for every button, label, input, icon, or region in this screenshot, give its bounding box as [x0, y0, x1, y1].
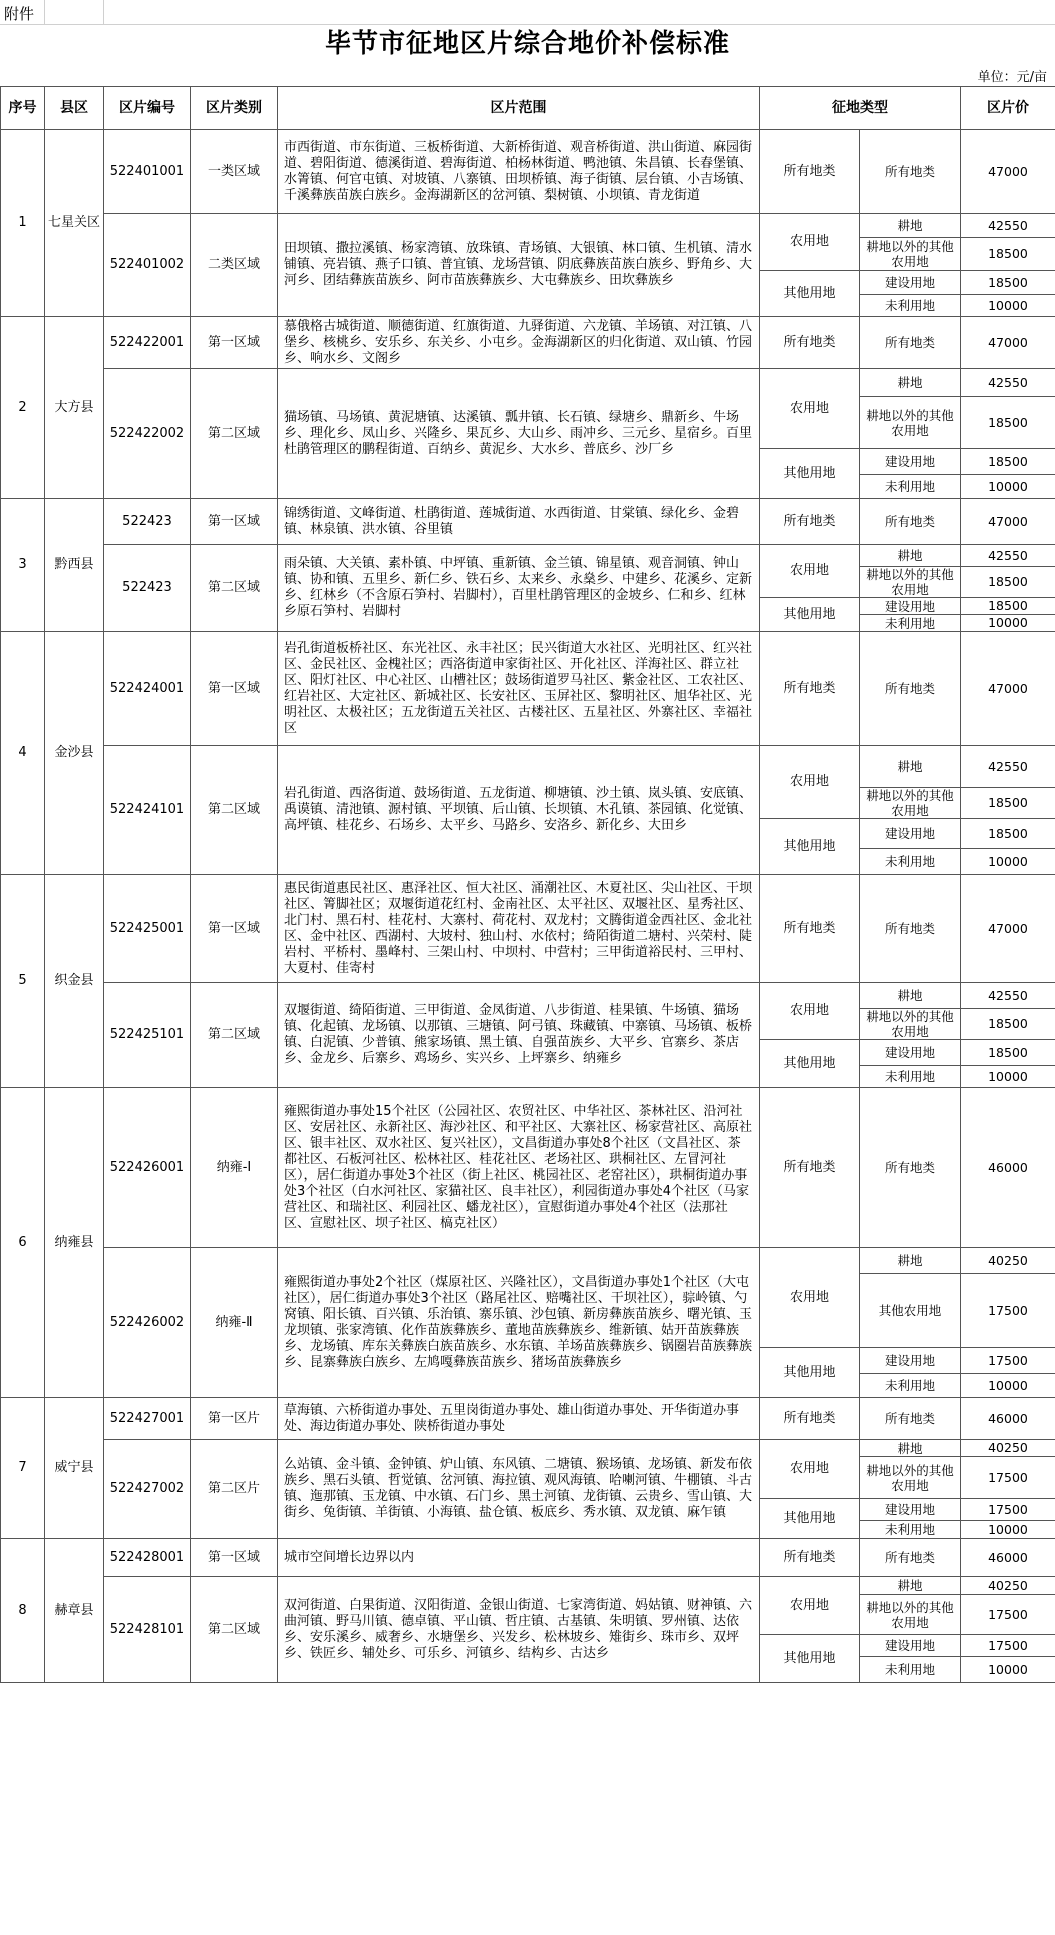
land-subtype-cell: 建设用地 — [860, 819, 961, 849]
land-subtype-cell: 耕地以外的其他农用地 — [860, 397, 961, 449]
zone-category-cell: 第一区域 — [191, 499, 278, 545]
land-type-cell: 所有地类 — [760, 499, 860, 545]
seq-cell: 3 — [1, 499, 45, 632]
price-cell: 18500 — [961, 1040, 1055, 1066]
land-subtype-cell: 耕地以外的其他农用地 — [860, 788, 961, 819]
land-subtype-cell: 耕地 — [860, 746, 961, 788]
land-subtype-cell: 所有地类 — [860, 317, 961, 369]
table-row — [1, 1440, 1055, 1457]
price-cell: 18500 — [961, 238, 1055, 271]
land-subtype-cell: 未利用地 — [860, 295, 961, 317]
seq-cell: 4 — [1, 632, 45, 875]
price-cell: 46000 — [961, 1398, 1055, 1440]
land-subtype-cell: 耕地以外的其他农用地 — [860, 1009, 961, 1040]
price-cell: 10000 — [961, 1657, 1055, 1683]
price-cell: 18500 — [961, 819, 1055, 849]
land-subtype-cell: 所有地类 — [860, 1088, 961, 1248]
county-cell: 威宁县 — [45, 1398, 104, 1539]
zone-category-cell: 纳雍-Ⅰ — [191, 1088, 278, 1248]
zone-category-cell: 第二区域 — [191, 1577, 278, 1683]
zone-range-cell: 慕俄格古城街道、顺德街道、红旗街道、九驿街道、六龙镇、羊场镇、对江镇、八堡乡、核桃乡、安乐乡、东关乡、小屯乡。金海湖新区的归化街道、双山镇、竹园乡、响水乡、文阁乡 — [278, 317, 760, 369]
header-code: 区片编号 — [104, 87, 191, 130]
price-cell: 46000 — [961, 1539, 1055, 1577]
zone-code-cell: 522424001 — [104, 632, 191, 746]
zone-range-cell: 雍熙街道办事处15个社区（公园社区、农贸社区、中华社区、茶林社区、沿河社区、安居社区、永新社区、海沙社区、和平社区、大寨社区、杨家营社区、高原社区、银丰社区、双水社区、复兴社区），文昌街道办事处8个社区（文昌社区、茶都社区、石板河社区、松林社区、桂花社区、老场社区、珙桐社区、左冒河社区），居仁街道办事处3个社区（街上社区、桃园社区、老窑社区），珙桐街道办事处3个社区（白水河社区、家猫社区、良丰社区），利园街道办事处4个社区（马家营社区、和瑞社区、利园社区、蟠龙社区），宣慰街道办事处4个社区（法那社区、宣慰社区、坝子社区、槁克社区） — [278, 1088, 760, 1248]
cell-divider — [44, 0, 45, 24]
county-cell: 大方县 — [45, 317, 104, 499]
land-type-cell: 所有地类 — [760, 1398, 860, 1440]
land-subtype-cell: 所有地类 — [860, 1539, 961, 1577]
price-cell: 42550 — [961, 983, 1055, 1009]
zone-category-cell: 一类区域 — [191, 130, 278, 214]
price-cell: 42550 — [961, 746, 1055, 788]
zone-category-cell: 第一区域 — [191, 875, 278, 983]
page-title: 毕节市征地区片综合地价补偿标准 — [324, 29, 730, 59]
zone-code-cell: 522426001 — [104, 1088, 191, 1248]
land-type-cell: 所有地类 — [760, 317, 860, 369]
zone-category-cell: 二类区域 — [191, 214, 278, 317]
price-cell: 17500 — [961, 1595, 1055, 1635]
land-subtype-cell: 未利用地 — [860, 615, 961, 632]
zone-code-cell: 522401001 — [104, 130, 191, 214]
land-subtype-cell: 耕地 — [860, 1440, 961, 1457]
table-row — [1, 1088, 1055, 1248]
price-cell: 42550 — [961, 369, 1055, 397]
zone-range-cell: 惠民街道惠民社区、惠泽社区、恒大社区、涌潮社区、木夏社区、尖山社区、干坝社区、箐脚社区；双堰街道花红村、金南社区、太平社区、双堰社区、星秀社区、北门村、黑石村、桂花村、大寨村、荷花村、双龙村；文腾街道金西社区、金北社区、金中社区、西湖村、大坡村、独山村、水依村；绮陌街道二塘村、兴荣村、陡岩村、平桥村、墨峰村、三架山村、中坝村、中营村；三甲街道裕民村、三甲村、大夏村、佳寄村 — [278, 875, 760, 983]
cell-divider — [103, 0, 104, 24]
land-type-cell: 其他用地 — [760, 1040, 860, 1088]
county-cell: 七星关区 — [45, 130, 104, 317]
land-type-cell: 其他用地 — [760, 819, 860, 875]
header-land-type: 征地类型 — [760, 87, 961, 130]
land-subtype-cell: 未利用地 — [860, 1374, 961, 1398]
zone-code-cell: 522427002 — [104, 1440, 191, 1539]
land-subtype-cell: 建设用地 — [860, 1635, 961, 1657]
zone-range-cell: 岩孔街道板桥社区、东光社区、永丰社区；民兴街道大水社区、光明社区、红兴社区、金民社区、金槐社区；西洛街道申家街社区、开化社区、洋海社区、群立社区、阳灯社区、中心社区、山槽社区；鼓场街道罗马社区、紫金社区、工农社区、红岩社区、大定社区、新城社区、长安社区、玉屏社区、黎明社区、旭华社区、光明社区、太极社区；五龙街道五关社区、古楼社区、五星社区、外寨社区、幸福社区 — [278, 632, 760, 746]
land-subtype-cell: 所有地类 — [860, 632, 961, 746]
price-cell: 47000 — [961, 632, 1055, 746]
land-type-cell: 农用地 — [760, 214, 860, 271]
land-type-cell: 其他用地 — [760, 1635, 860, 1683]
table-row — [1, 499, 1055, 545]
zone-range-cell: 双堰街道、绮陌街道、三甲街道、金凤街道、八步街道、桂果镇、牛场镇、猫场镇、化起镇、龙场镇、以那镇、三塘镇、阿弓镇、珠藏镇、中寨镇、马场镇、板桥镇、白泥镇、少普镇、熊家场镇、黑土镇、自强苗族乡、大平乡、官寨乡、茶店乡、金龙乡、后寨乡、鸡场乡、实兴乡、上坪寨乡、纳雍乡 — [278, 983, 760, 1088]
land-subtype-cell: 耕地 — [860, 1248, 961, 1274]
land-subtype-cell: 所有地类 — [860, 130, 961, 214]
zone-code-cell: 522424101 — [104, 746, 191, 875]
table-body — [1, 130, 1055, 1683]
price-cell: 18500 — [961, 271, 1055, 295]
table-row — [1, 545, 1055, 567]
land-type-cell: 其他用地 — [760, 271, 860, 317]
county-cell: 织金县 — [45, 875, 104, 1088]
land-type-cell: 农用地 — [760, 369, 860, 449]
zone-category-cell: 第一区域 — [191, 632, 278, 746]
land-type-cell: 农用地 — [760, 1248, 860, 1348]
price-cell: 17500 — [961, 1274, 1055, 1348]
zone-range-cell: 锦绣街道、文峰街道、杜鹃街道、莲城街道、水西街道、甘棠镇、绿化乡、金碧镇、林泉镇、洪水镇、谷里镇 — [278, 499, 760, 545]
zone-code-cell: 522401002 — [104, 214, 191, 317]
price-cell: 47000 — [961, 875, 1055, 983]
seq-cell: 8 — [1, 1539, 45, 1683]
zone-category-cell: 第二区域 — [191, 983, 278, 1088]
attachment-row — [0, 0, 1055, 25]
zone-range-cell: 双河街道、白果街道、汉阳街道、金银山街道、七家湾街道、妈姑镇、财神镇、六曲河镇、野马川镇、德卓镇、平山镇、哲庄镇、古基镇、朱明镇、罗州镇、达依乡、安乐溪乡、威奢乡、水塘堡乡、兴发乡、松林坡乡、雉街乡、珠市乡、双坪乡、铁匠乡、辅处乡、可乐乡、河镇乡、结构乡、古达乡 — [278, 1577, 760, 1683]
land-subtype-cell: 耕地以外的其他农用地 — [860, 1595, 961, 1635]
table-row — [1, 1398, 1055, 1440]
price-cell: 10000 — [961, 1521, 1055, 1539]
zone-code-cell: 522423 — [104, 499, 191, 545]
county-cell: 黔西县 — [45, 499, 104, 632]
price-cell: 17500 — [961, 1457, 1055, 1499]
land-subtype-cell: 建设用地 — [860, 1040, 961, 1066]
land-type-cell: 农用地 — [760, 1440, 860, 1499]
price-cell: 10000 — [961, 1374, 1055, 1398]
land-subtype-cell: 建设用地 — [860, 598, 961, 615]
seq-cell: 6 — [1, 1088, 45, 1398]
price-cell: 47000 — [961, 130, 1055, 214]
price-cell: 10000 — [961, 475, 1055, 499]
land-type-cell: 所有地类 — [760, 1088, 860, 1248]
land-subtype-cell: 未利用地 — [860, 1066, 961, 1088]
zone-code-cell: 522427001 — [104, 1398, 191, 1440]
zone-code-cell: 522422001 — [104, 317, 191, 369]
price-cell: 18500 — [961, 567, 1055, 598]
price-cell: 40250 — [961, 1440, 1055, 1457]
price-cell: 42550 — [961, 545, 1055, 567]
seq-cell: 2 — [1, 317, 45, 499]
price-cell: 18500 — [961, 788, 1055, 819]
land-subtype-cell: 耕地以外的其他农用地 — [860, 1457, 961, 1499]
zone-range-cell: 猫场镇、马场镇、黄泥塘镇、达溪镇、瓢井镇、长石镇、绿塘乡、鼎新乡、牛场乡、理化乡、凤山乡、兴隆乡、果瓦乡、大山乡、雨冲乡、三元乡、星宿乡。百里杜鹃管理区的鹏程街道、百纳乡、黄泥乡、大水乡、普底乡、沙厂乡 — [278, 369, 760, 499]
table-row — [1, 875, 1055, 983]
land-subtype-cell: 建设用地 — [860, 1499, 961, 1521]
land-type-cell: 农用地 — [760, 545, 860, 598]
zone-category-cell: 第二区域 — [191, 369, 278, 499]
price-cell: 40250 — [961, 1248, 1055, 1274]
land-type-cell: 所有地类 — [760, 1539, 860, 1577]
zone-range-cell: 草海镇、六桥街道办事处、五里岗街道办事处、雄山街道办事处、开华街道办事处、海边街道办事处、陕桥街道办事处 — [278, 1398, 760, 1440]
land-subtype-cell: 未利用地 — [860, 849, 961, 875]
header-seq: 序号 — [1, 87, 45, 130]
zone-category-cell: 第二区域 — [191, 746, 278, 875]
price-cell: 17500 — [961, 1499, 1055, 1521]
zone-range-cell: 雍熙街道办事处2个社区（煤原社区、兴隆社区），文昌街道办事处1个社区（大屯社区），居仁街道办事处3个社区（路尾社区、赔嘴社区、干坝社区），骔岭镇、勺窝镇、阳长镇、百兴镇、乐治镇、寨乐镇、沙包镇、新房彝族苗族乡、曙光镇、玉龙坝镇、张家湾镇、化作苗族彝族乡、董地苗族彝族乡、维新镇、姑开苗族彝族乡、龙场镇、库东关彝族白族苗族乡、水东镇、羊场苗族彝族乡、锅圈岩苗族彝族乡、昆寨彝族白族乡、左鸠嘎彝族苗族乡、猪场苗族彝族乡 — [278, 1248, 760, 1398]
zone-category-cell: 第二区片 — [191, 1440, 278, 1539]
price-cell: 17500 — [961, 1635, 1055, 1657]
table-row — [1, 369, 1055, 397]
price-cell: 10000 — [961, 849, 1055, 875]
land-subtype-cell: 建设用地 — [860, 271, 961, 295]
header-price: 区片价 — [961, 87, 1055, 130]
land-type-cell: 所有地类 — [760, 130, 860, 214]
land-type-cell: 农用地 — [760, 1577, 860, 1635]
zone-category-cell: 第一区片 — [191, 1398, 278, 1440]
table-row — [1, 1248, 1055, 1274]
land-subtype-cell: 所有地类 — [860, 875, 961, 983]
price-cell: 42550 — [961, 214, 1055, 238]
zone-category-cell: 第二区域 — [191, 545, 278, 632]
land-type-cell: 农用地 — [760, 746, 860, 819]
land-subtype-cell: 未利用地 — [860, 475, 961, 499]
table-row — [1, 130, 1055, 214]
land-subtype-cell: 耕地 — [860, 1577, 961, 1595]
price-cell: 18500 — [961, 598, 1055, 615]
zone-code-cell: 522428001 — [104, 1539, 191, 1577]
header-row — [1, 87, 1055, 130]
land-type-cell: 所有地类 — [760, 875, 860, 983]
price-cell: 18500 — [961, 397, 1055, 449]
land-subtype-cell: 耕地 — [860, 369, 961, 397]
zone-range-cell: 雨朵镇、大关镇、素朴镇、中坪镇、重新镇、金兰镇、锦星镇、观音洞镇、钟山镇、协和镇、五里乡、新仁乡、铁石乡、太来乡、永燊乡、中建乡、花溪乡、定新乡、红林乡（不含原石笋村、岩脚村），百里杜鹃管理区的金坡乡、仁和乡、红林乡原石笋村、岩脚村 — [278, 545, 760, 632]
table-row — [1, 632, 1055, 746]
price-cell: 10000 — [961, 295, 1055, 317]
table-row — [1, 1577, 1055, 1595]
land-type-cell: 其他用地 — [760, 1348, 860, 1398]
land-subtype-cell: 建设用地 — [860, 1348, 961, 1374]
header-category: 区片类别 — [191, 87, 278, 130]
land-type-cell: 其他用地 — [760, 1499, 860, 1539]
table-row — [1, 317, 1055, 369]
land-subtype-cell: 耕地 — [860, 983, 961, 1009]
seq-cell: 7 — [1, 1398, 45, 1539]
table-row — [1, 746, 1055, 788]
seq-cell: 5 — [1, 875, 45, 1088]
land-subtype-cell: 耕地 — [860, 545, 961, 567]
county-cell: 赫章县 — [45, 1539, 104, 1683]
land-type-cell: 其他用地 — [760, 449, 860, 499]
land-subtype-cell: 耕地 — [860, 214, 961, 238]
price-cell: 47000 — [961, 317, 1055, 369]
price-cell: 10000 — [961, 615, 1055, 632]
land-subtype-cell: 未利用地 — [860, 1521, 961, 1539]
zone-range-cell: 田坝镇、撒拉溪镇、杨家湾镇、放珠镇、青场镇、大银镇、林口镇、生机镇、清水铺镇、亮岩镇、燕子口镇、普宜镇、龙场营镇、阴底彝族苗族白族乡、野角乡、大河乡、团结彝族苗族乡、阿市苗族彝族乡、大屯彝族乡、田坎彝族乡 — [278, 214, 760, 317]
table-row — [1, 214, 1055, 238]
zone-category-cell: 第一区域 — [191, 317, 278, 369]
price-cell: 10000 — [961, 1066, 1055, 1088]
land-type-cell: 农用地 — [760, 983, 860, 1040]
land-type-cell: 其他用地 — [760, 598, 860, 632]
land-subtype-cell: 其他农用地 — [860, 1274, 961, 1348]
zone-code-cell: 522428101 — [104, 1577, 191, 1683]
header-county: 县区 — [45, 87, 104, 130]
land-subtype-cell: 所有地类 — [860, 499, 961, 545]
zone-code-cell: 522422002 — [104, 369, 191, 499]
compensation-table — [0, 86, 1055, 1683]
table-row — [1, 1539, 1055, 1577]
land-subtype-cell: 耕地以外的其他农用地 — [860, 238, 961, 271]
land-subtype-cell: 所有地类 — [860, 1398, 961, 1440]
seq-cell: 1 — [1, 130, 45, 317]
price-cell: 18500 — [961, 1009, 1055, 1040]
zone-range-cell: 城市空间增长边界以内 — [278, 1539, 760, 1577]
zone-range-cell: 市西街道、市东街道、三板桥街道、大新桥街道、观音桥街道、洪山街道、麻园街道、碧阳街道、德溪街道、碧海街道、柏杨林街道、鸭池镇、朱昌镇、长春堡镇、水箐镇、何官屯镇、对坡镇、八寨镇、田坝桥镇、海子街镇、层台镇、小吉场镇、千溪彝族苗族白族乡。金海湖新区的岔河镇、梨树镇、小坝镇、青龙街道 — [278, 130, 760, 214]
zone-category-cell: 第一区域 — [191, 1539, 278, 1577]
price-cell: 17500 — [961, 1348, 1055, 1374]
zone-code-cell: 522425001 — [104, 875, 191, 983]
land-subtype-cell: 建设用地 — [860, 449, 961, 475]
price-cell: 18500 — [961, 449, 1055, 475]
zone-range-cell: 岩孔街道、西洛街道、鼓场街道、五龙街道、柳塘镇、沙土镇、岚头镇、安底镇、禹谟镇、清池镇、源村镇、平坝镇、后山镇、长坝镇、木孔镇、茶园镇、化觉镇、高坪镇、桂花乡、石场乡、太平乡、马路乡、安洛乡、新化乡、大田乡 — [278, 746, 760, 875]
header-range: 区片范围 — [278, 87, 760, 130]
land-subtype-cell: 未利用地 — [860, 1657, 961, 1683]
price-cell: 40250 — [961, 1577, 1055, 1595]
zone-code-cell: 522426002 — [104, 1248, 191, 1398]
county-cell: 金沙县 — [45, 632, 104, 875]
zone-range-cell: 么站镇、金斗镇、金钟镇、炉山镇、东风镇、二塘镇、猴场镇、龙场镇、新发布依族乡、黑石头镇、哲觉镇、岔河镇、海拉镇、观风海镇、哈喇河镇、牛棚镇、斗古镇、迤那镇、玉龙镇、中水镇、石门乡、黑土河镇、龙街镇、云贵乡、雪山镇、大街乡、兔街镇、羊街镇、小海镇、盐仓镇、板底乡、秀水镇、双龙镇、麻乍镇 — [278, 1440, 760, 1539]
zone-category-cell: 纳雍-Ⅱ — [191, 1248, 278, 1398]
zone-code-cell: 522425101 — [104, 983, 191, 1088]
county-cell: 纳雍县 — [45, 1088, 104, 1398]
land-type-cell: 所有地类 — [760, 632, 860, 746]
land-subtype-cell: 耕地以外的其他农用地 — [860, 567, 961, 598]
zone-code-cell: 522423 — [104, 545, 191, 632]
attachment-label: 附件 — [4, 5, 35, 23]
table-row — [1, 983, 1055, 1009]
price-cell: 47000 — [961, 499, 1055, 545]
unit-label: 单位：元/亩 — [977, 70, 1047, 85]
price-cell: 46000 — [961, 1088, 1055, 1248]
